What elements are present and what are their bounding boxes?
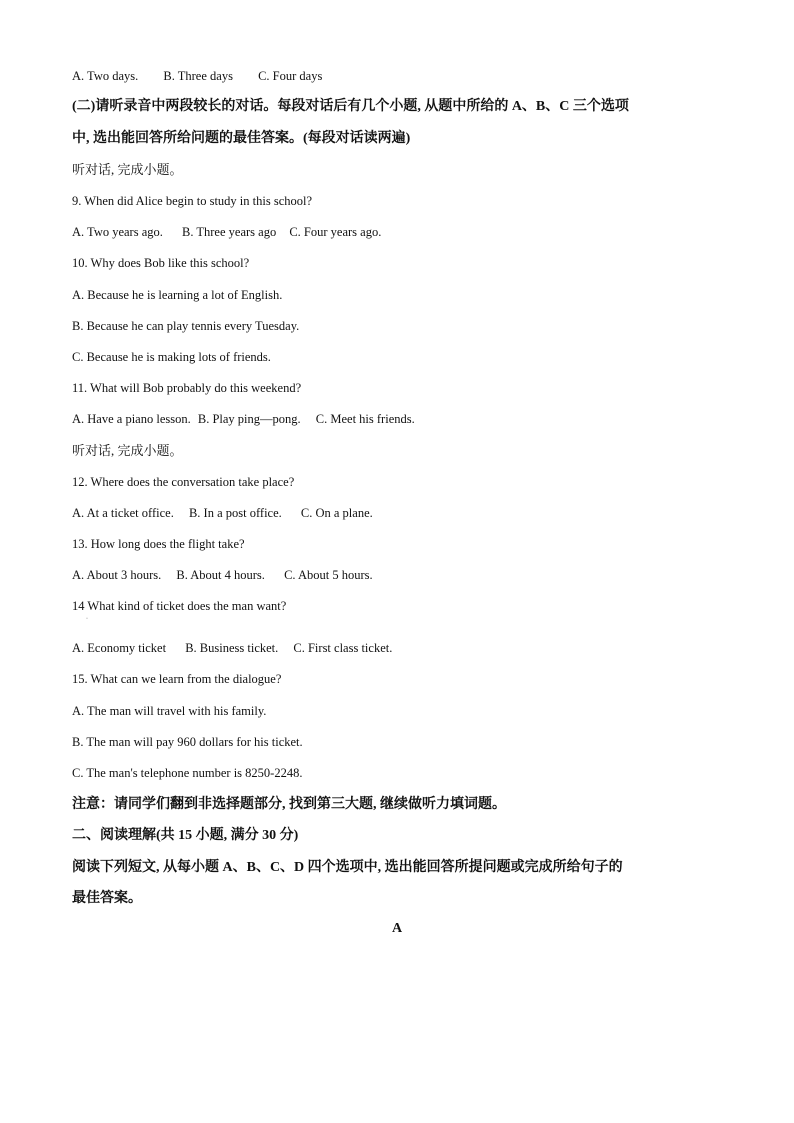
q9-option-b: B. Three years ago [182, 225, 277, 239]
q10-option-a: A. Because he is learning a lot of English. [72, 288, 283, 302]
q11-option-b: B. Play ping—pong. [197, 412, 301, 426]
q11-options [72, 411, 415, 427]
q12-option-c: C. On a plane. [300, 506, 373, 520]
q9-options [72, 224, 381, 240]
q14-options [72, 640, 392, 656]
q13-option-b: B. About 4 hours. [176, 568, 265, 582]
q12-option-a: A. At a ticket office. [72, 506, 174, 520]
notice-text: 注意：请同学们翻到非选择题部分, 找到第三大题, 继续做听力填词题。 [72, 797, 506, 812]
q13-option-c: C. About 5 hours. [284, 568, 373, 582]
q9-question: 9. When did Alice begin to study in this school? [72, 194, 313, 208]
q8-option-c: C. Four days [258, 69, 323, 83]
q14-question: 14 What kind of ticket does the man want? [72, 599, 287, 613]
q14-option-c: C. First class ticket. [293, 641, 393, 655]
q10-question: 10. Why does Bob like this school? [72, 256, 250, 270]
q10-option-b: B. Because he can play tennis every Tuesday. [72, 319, 300, 333]
q15-option-a: A. The man will travel with his family. [72, 704, 267, 718]
passage-label: A [391, 921, 403, 936]
q15-question: 15. What can we learn from the dialogue? [72, 672, 282, 686]
section2-instruction-line2: 中, 选出能回答所给问题的最佳答案。(每段对话读两遍) [72, 131, 411, 146]
q10-option-c: C. Because he is making lots of friends. [72, 350, 271, 364]
q11-option-a: A. Have a piano lesson. [72, 412, 191, 426]
part2-heading: 二、阅读理解(共 15 小题, 满分 30 分) [72, 828, 299, 843]
q14-option-b: B. Business ticket. [185, 641, 279, 655]
q9-option-a: A. Two years ago. [72, 225, 163, 239]
dialog1-intro: 听对话, 完成小题。 [72, 162, 183, 177]
stray-dot-mark: · [86, 616, 88, 622]
q9-option-c: C. Four years ago. [289, 225, 382, 239]
q11-question: 11. What will Bob probably do this weekend? [72, 381, 302, 395]
q15-option-c: C. The man's telephone number is 8250-2248. [72, 766, 303, 780]
q13-option-a: A. About 3 hours. [72, 568, 162, 582]
q14-option-a: A. Economy ticket [72, 641, 167, 655]
q15-option-b: B. The man will pay 960 dollars for his ticket. [72, 735, 303, 749]
q12-question: 12. Where does the conversation take place? [72, 475, 295, 489]
q12-options [72, 505, 373, 521]
q8-option-a: A. Two days. [72, 69, 139, 83]
q13-question: 13. How long does the flight take? [72, 537, 245, 551]
q8-option-b: B. Three days [163, 69, 233, 83]
part2-instruction-line1: 阅读下列短文, 从每小题 A、B、C、D 四个选项中, 选出能回答所提问题或完成所给句子的 [72, 860, 623, 875]
q12-option-b: B. In a post office. [188, 506, 282, 520]
dialog2-intro: 听对话, 完成小题。 [72, 443, 183, 458]
q11-option-c: C. Meet his friends. [315, 412, 415, 426]
section2-instruction-line1: (二)请听录音中两段较长的对话。每段对话后有几个小题, 从题中所给的 A、B、C 三个选项 [72, 99, 629, 114]
part2-instruction-line2: 最佳答案。 [72, 891, 142, 906]
q8-options [72, 68, 322, 84]
q13-options [72, 567, 373, 583]
